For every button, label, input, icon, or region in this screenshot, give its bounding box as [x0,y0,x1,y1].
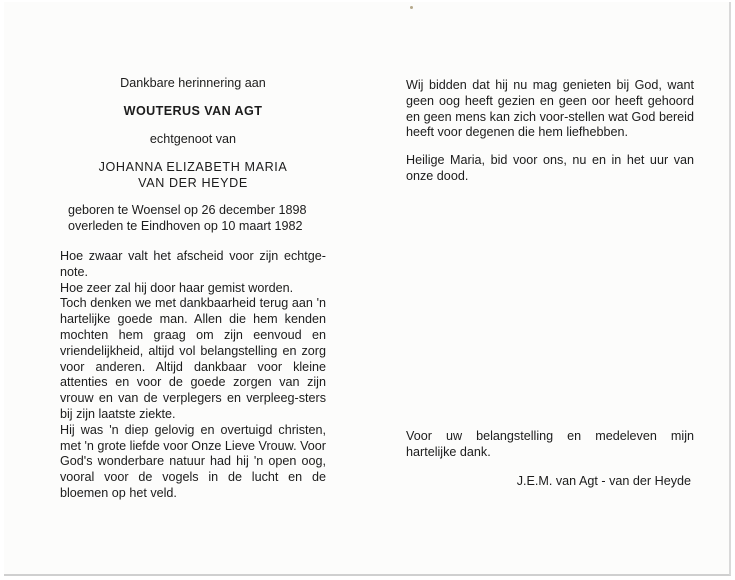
intro-line: Dankbare herinnering aan [120,76,266,90]
deceased-name: WOUTERUS VAN AGT [123,103,263,118]
life-dates [60,203,326,235]
birth-line: geboren te Woensel op 26 december 1898 [68,203,307,218]
thanks-text: Voor uw belangstelling en medeleven mijn hartelijke dank. [406,429,694,459]
print-speck [410,6,413,9]
death-line: overleden te Eindhoven op 10 maart 1982 [68,219,303,234]
right-column [406,78,694,185]
eulogy-paragraph: Hoe zwaar valt het afscheid voor zijn echtge-note. [60,248,326,279]
eulogy-paragraph: Hoe zeer zal hij door haar gemist worden. [60,280,294,295]
signature-line: J.E.M. van Agt - van der Heyde [516,474,691,488]
eulogy-text [60,249,326,502]
eulogy-paragraph: Toch denken we met dankbaarheid terug aan 'n hartelijke goede man. Allen die hem kenden mochten hem graag om zijn eenvoud en vriendelijkheid, altijd vol belangstelling en zorg voor anderen. Altijd dankbaar voor kleine attenties en voor de goede zorgen van zijn vrouw en van de verplegers en verpleeg-sters bij zijn laatste ziekte. [60,296,326,421]
eulogy-paragraph: Hij was 'n diep gelovig en overtuigd christen, met 'n grote liefde voor Onze Lieve Vrouw. Voor God's wonderbare natuur had hij 'n open oog, vooral voor de vogels in de lucht en de bloemen op het veld. [60,422,326,500]
left-column [60,76,326,502]
spouse-name [60,159,326,191]
prayer-text: Wij bidden dat hij nu mag genieten bij God, want geen oog heeft gezien en geen oor heeft gehoord en geen mens kan zich voor-stellen wat God bereid heeft voor degenen die hem liefhebben. [406,78,694,140]
spouse-name-line2: VAN DER HEYDE [138,176,248,191]
hail-mary-line: Heilige Maria, bid voor ons, nu en in het uur van onze dood. [406,153,694,183]
spouse-intro: echtgenoot van [149,131,237,146]
memorial-card [4,2,731,576]
spouse-name-line1: JOHANNA ELIZABETH MARIA [98,160,288,175]
